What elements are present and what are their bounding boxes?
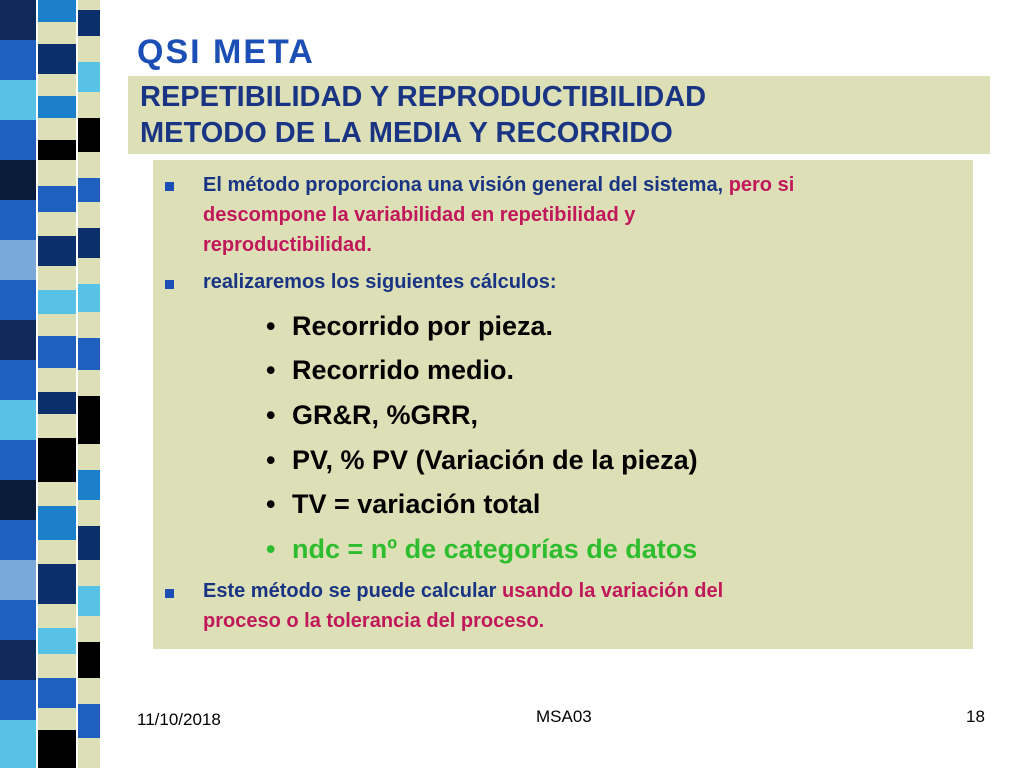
bullet-1-text-a: El método proporciona una visión general del sistema, bbox=[203, 174, 724, 196]
round-bullet-icon: • bbox=[266, 311, 276, 341]
sub-item-tv bbox=[266, 488, 540, 520]
sub-item-text: Recorrido medio. bbox=[292, 355, 515, 385]
slide-title-line-1: REPETIBILIDAD Y REPRODUCTIBILIDAD bbox=[140, 81, 707, 113]
sub-item-text: ndc = nº de categorías de datos bbox=[292, 534, 698, 564]
bullet-3-highlight-a: usando la variación del bbox=[502, 580, 724, 602]
sub-item-text: PV, % PV (Variación de la pieza) bbox=[292, 445, 698, 475]
slide-title-line-2: METODO DE LA MEDIA Y RECORRIDO bbox=[140, 117, 673, 149]
title-box bbox=[128, 76, 990, 154]
square-bullet-icon bbox=[165, 589, 174, 598]
sub-item-text: TV = variación total bbox=[292, 489, 541, 519]
sub-item-text: GR&R, %GRR, bbox=[292, 400, 479, 430]
bullet-item-2: realizaremos los siguientes cálculos: bbox=[203, 271, 557, 293]
bullet-3-line-2: proceso o la tolerancia del proceso. bbox=[203, 610, 545, 632]
bullet-1-line-2: descompone la variabilidad en repetibilidad y bbox=[203, 204, 636, 226]
decorative-stripe-band bbox=[0, 0, 118, 768]
sub-item-ndc bbox=[266, 533, 697, 565]
qsi-meta-logo bbox=[137, 32, 327, 72]
bullet-3-text-a: Este método se puede calcular bbox=[203, 580, 497, 602]
round-bullet-icon: • bbox=[266, 534, 276, 564]
bullet-item-1 bbox=[203, 170, 794, 200]
footer-date: 11/10/2018 bbox=[137, 710, 221, 729]
sub-item-text: Recorrido por pieza. bbox=[292, 311, 554, 341]
sub-item-pv bbox=[266, 444, 698, 476]
sub-item-recorrido-medio bbox=[266, 354, 514, 386]
bullet-item-3 bbox=[203, 576, 723, 606]
sub-item-grr bbox=[266, 399, 478, 431]
bullet-1-highlight-a: pero si bbox=[728, 174, 795, 196]
sub-item-recorrido-pieza bbox=[266, 310, 553, 342]
round-bullet-icon: • bbox=[266, 400, 276, 430]
content-box bbox=[153, 160, 973, 649]
round-bullet-icon: • bbox=[266, 445, 276, 475]
logo-text: QSI META bbox=[137, 33, 315, 71]
round-bullet-icon: • bbox=[266, 355, 276, 385]
bullet-1-line-3: reproductibilidad. bbox=[203, 234, 372, 256]
footer-page-number: 18 bbox=[966, 707, 985, 726]
footer-code: MSA03 bbox=[536, 707, 592, 726]
square-bullet-icon bbox=[165, 280, 174, 289]
round-bullet-icon: • bbox=[266, 489, 276, 519]
square-bullet-icon bbox=[165, 182, 174, 191]
